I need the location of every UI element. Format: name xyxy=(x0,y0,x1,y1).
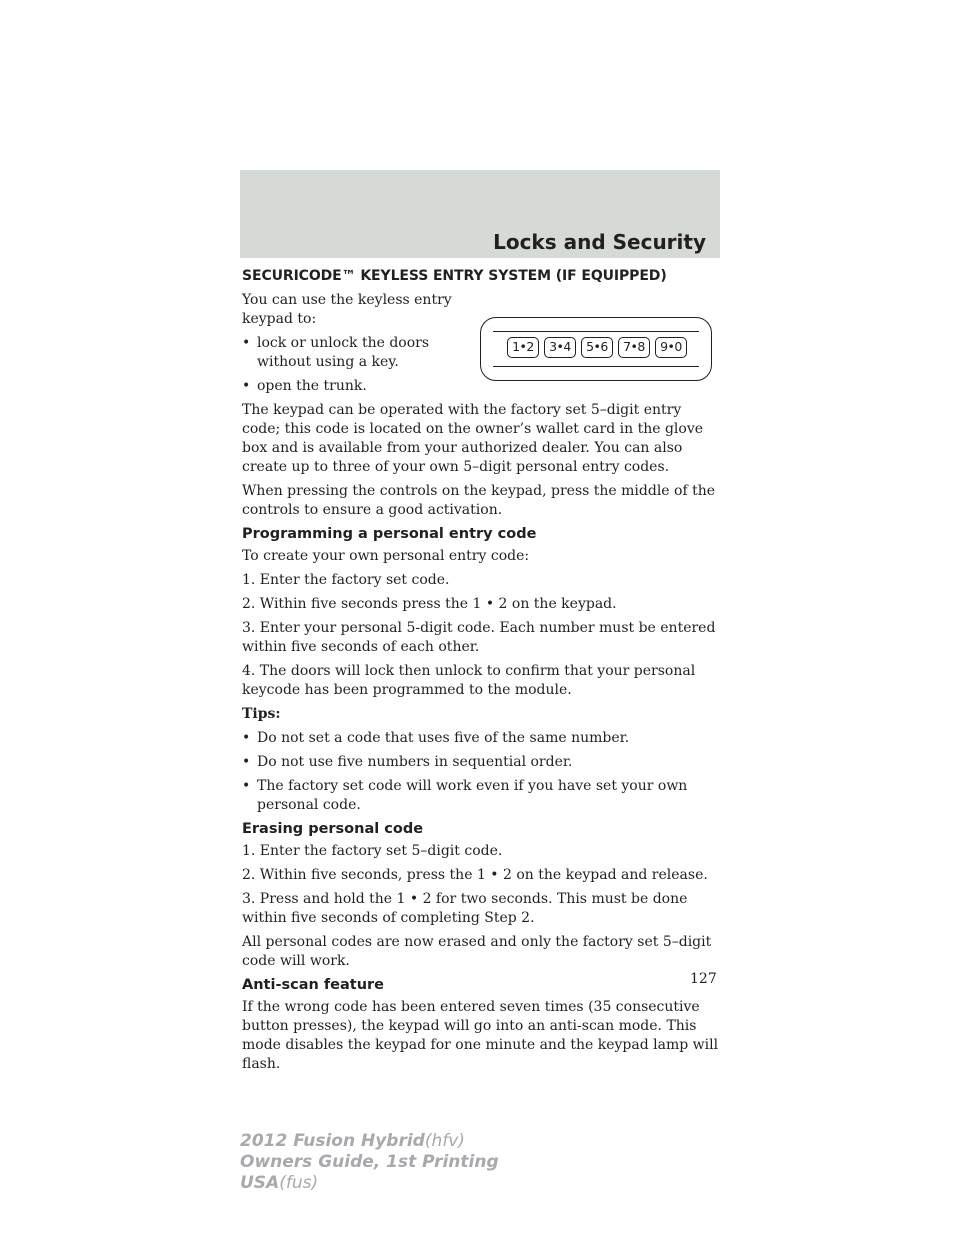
tips-label: Tips: xyxy=(242,706,281,722)
keypad-key: 7•8 xyxy=(618,337,650,358)
footer-model: 2012 Fusion Hybrid xyxy=(240,1131,425,1151)
page-content xyxy=(242,268,720,1079)
subsection-title-erasing: Erasing personal code xyxy=(242,821,424,837)
footer-market-code: (fus) xyxy=(279,1173,319,1193)
paragraph: All personal codes are now erased and only the factory set 5–digit code will work. xyxy=(242,934,712,969)
page-number: 127 xyxy=(690,971,717,987)
list-item: • Do not set a code that uses five of the same number. xyxy=(242,729,720,748)
subsection-title-antiscan: Anti-scan feature xyxy=(242,977,385,993)
chapter-title: Locks and Security xyxy=(493,230,706,254)
subsection-title-programming: Programming a personal entry code xyxy=(242,526,537,542)
intro-block xyxy=(242,291,720,396)
step-item: 2. Within five seconds press the 1 • 2 on the keypad. xyxy=(242,596,617,612)
footer xyxy=(240,1131,499,1194)
chapter-header-band xyxy=(240,170,720,258)
step-item: 2. Within five seconds, press the 1 • 2 on the keypad and release. xyxy=(242,867,708,883)
intro-bullet-list xyxy=(242,334,470,396)
paragraph: If the wrong code has been entered seven times (35 consecutive button presses), the keypad will go into an anti-scan mode. This mode disables the keypad for one minute and the keypad lamp will flash. xyxy=(242,999,719,1072)
keypad-key: 1•2 xyxy=(507,337,539,358)
footer-market: USA xyxy=(240,1173,280,1193)
keypad-key: 9•0 xyxy=(655,337,687,358)
paragraph: The keypad can be operated with the factory set 5–digit entry code; this code is located on the owner’s wallet card in the glove box and is available from your authorized dealer. You can also create up to three of your own 5–digit personal entry codes. xyxy=(242,402,704,475)
list-item: • open the trunk. xyxy=(242,377,470,396)
paragraph: When pressing the controls on the keypad, press the middle of the controls to ensure a good activation. xyxy=(242,483,716,518)
keypad-illustration xyxy=(480,317,712,381)
section-title: SECURICODE™ KEYLESS ENTRY SYSTEM (IF EQUIPPED) xyxy=(242,268,667,284)
paragraph: To create your own personal entry code: xyxy=(242,548,530,564)
list-item: • Do not use five numbers in sequential order. xyxy=(242,753,720,772)
step-item: 4. The doors will lock then unlock to confirm that your personal keycode has been programmed to the module. xyxy=(242,663,696,698)
step-item: 1. Enter the factory set code. xyxy=(242,572,450,588)
keypad-bottom-line xyxy=(493,366,699,367)
list-item: • The factory set code will work even if you have set your own personal code. xyxy=(242,777,720,815)
list-item: • lock or unlock the doors without using a key. xyxy=(242,334,470,372)
keypad-key: 5•6 xyxy=(581,337,613,358)
keypad-top-line xyxy=(493,331,699,332)
step-item: 1. Enter the factory set 5–digit code. xyxy=(242,843,503,859)
tips-list xyxy=(242,729,720,815)
keypad-key: 3•4 xyxy=(544,337,576,358)
footer-model-code: (hfv) xyxy=(424,1131,465,1151)
step-item: 3. Press and hold the 1 • 2 for two seconds. This must be done within five seconds of completing Step 2. xyxy=(242,891,688,926)
step-item: 3. Enter your personal 5-digit code. Each number must be entered within five seconds of each other. xyxy=(242,620,716,655)
intro-text: You can use the keyless entry keypad to: xyxy=(242,292,452,327)
footer-edition: Owners Guide, 1st Printing xyxy=(240,1152,499,1172)
